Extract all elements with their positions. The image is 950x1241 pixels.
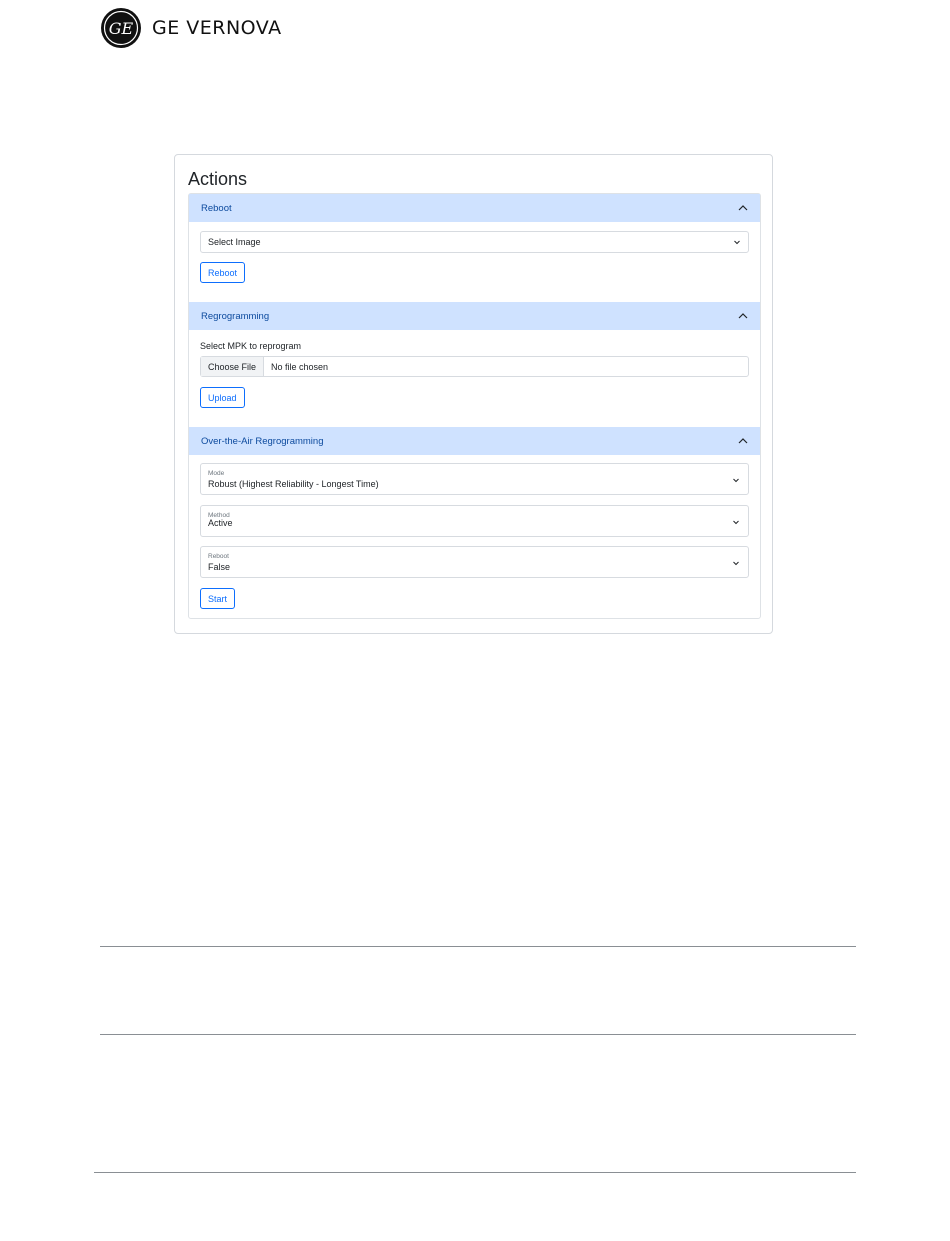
chevron-down-icon	[732, 559, 740, 567]
divider-line	[100, 1034, 856, 1035]
upload-button[interactable]: Upload	[200, 387, 245, 408]
brand-name: GE VERNOVA	[152, 17, 282, 39]
mode-select[interactable]	[200, 463, 749, 495]
mode-value: Robust (Highest Reliability - Longest Time)	[208, 479, 379, 489]
reboot-button[interactable]: Reboot	[200, 262, 245, 283]
mode-label: Mode	[208, 470, 225, 477]
reprogramming-section-title: Regrogramming	[201, 310, 270, 322]
chevron-down-icon	[732, 476, 740, 484]
chevron-down-icon	[732, 518, 740, 526]
ota-section-title: Over-the-Air Regrogramming	[201, 435, 324, 447]
reboot-section-body	[189, 222, 760, 302]
method-value: Active	[208, 518, 233, 528]
reboot-value: False	[208, 562, 231, 572]
chevron-up-icon	[738, 436, 748, 446]
card-title: Actions	[188, 169, 248, 189]
brand-logo	[100, 7, 282, 49]
chevron-up-icon	[738, 311, 748, 321]
reboot-select[interactable]	[200, 546, 749, 578]
svg-text:GE: GE	[108, 19, 134, 38]
reboot-section-title: Reboot	[201, 202, 232, 214]
file-status: No file chosen	[271, 361, 329, 372]
divider-line	[100, 946, 856, 947]
reprogramming-section-header[interactable]	[189, 302, 760, 330]
chevron-down-icon	[733, 238, 741, 246]
chevron-up-icon	[738, 203, 748, 213]
mpk-file-input[interactable]	[200, 356, 749, 377]
reboot-section-header[interactable]	[189, 194, 760, 222]
actions-accordion	[188, 193, 761, 619]
reprogramming-section-body	[189, 330, 760, 427]
footer-line	[94, 1172, 856, 1173]
ota-section-header[interactable]	[189, 427, 760, 455]
start-button[interactable]: Start	[200, 588, 235, 609]
method-label: Method	[208, 512, 230, 519]
actions-card	[174, 154, 773, 634]
ge-monogram-icon	[100, 7, 142, 49]
image-select[interactable]	[200, 231, 749, 253]
method-select[interactable]	[200, 505, 749, 537]
mpk-label: Select MPK to reprogram	[200, 341, 302, 351]
reboot-label: Reboot	[208, 553, 229, 560]
image-select-value: Select Image	[208, 237, 261, 247]
ota-section-body	[189, 455, 760, 618]
choose-file-button[interactable]: Choose File	[201, 357, 264, 376]
